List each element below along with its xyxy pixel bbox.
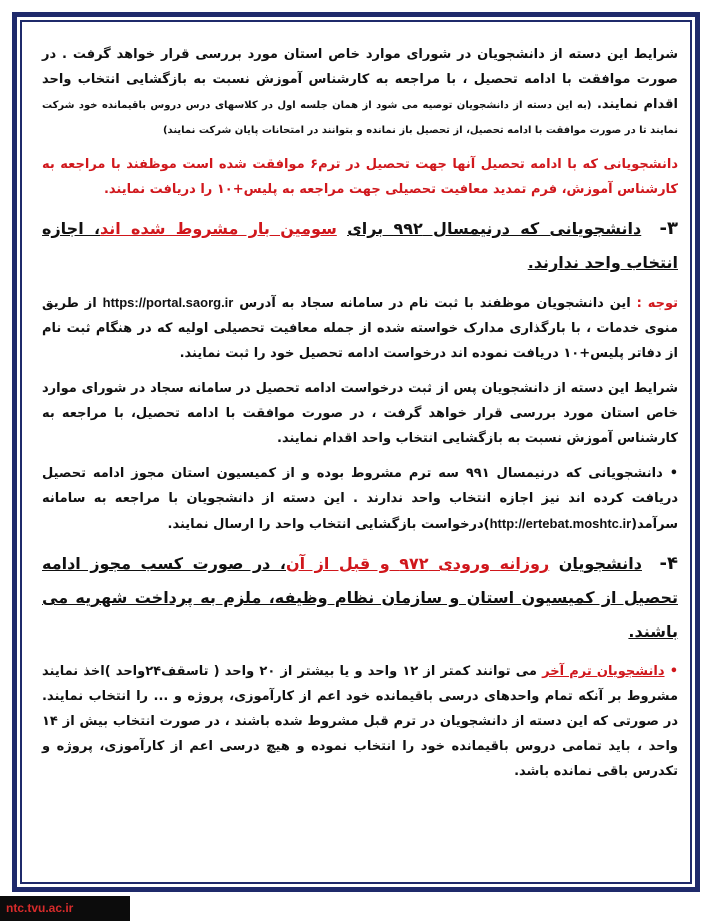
section-text: دانشجویان: [558, 554, 642, 573]
paragraph-text: می توانند کمتر از ۱۲ واحد و یا بیشتر از ۲۰ واحد ( تاسقف۲۴واحد )اخذ نمایند مشروط بر آنکه تمام واحدهای درسی باقیمانده خود اعم از کارآموزی، پروژه و ... را انتخاب نمایند. در صورتی که این دسته از دانشجویان در ترم قبل مشروط شده باشند ، در صورت انتخاب بیش از ۱۴ واحد ، باید تمامی دروس باقیمانده خود را انتخاب نموده و هیچ درسی اعم از کارآموزی، پروژه و تکدرس باقی نمانده باشد.: [42, 664, 678, 779]
portal-link[interactable]: https://portal.saorg.ir: [102, 295, 234, 310]
section-number: ۳-: [659, 218, 678, 239]
notice-text-continued: از طریق منوی خدمات ، با بارگذاری مدارک خواسته شده از جمله معافیت تحصیلی اولیه که در هنگام ثبت نام از دفاتر پلیس+۱۰ دریافت نموده اند درخواست ادامه تحصیل خود را ثبت نمایند.: [42, 296, 678, 361]
ertebat-link[interactable]: http://ertebat.moshtc.ir: [489, 516, 632, 531]
probation-991-paragraph: [42, 461, 678, 537]
sajad-conditions-paragraph: شرایط این دسته از دانشجویان پس از ثبت درخواست ادامه تحصیل در سامانه سجاد در شورای موارد خاص استان مورد بررسی قرار خواهد گرفت ، در صورت موافقت با ادامه تحصیل، با مراجعه به کارشناس آموزش نسبت به بازگشایی انتخاب واحد اقدام نمایند.: [42, 381, 678, 446]
notice-paragraph: [42, 290, 678, 366]
site-watermark: ntc.tvu.ac.ir: [0, 896, 130, 921]
bullet-icon: •: [669, 664, 679, 679]
final-term-label: دانشجویان ترم آخر: [542, 664, 665, 679]
section-text-end: ، در صورت کسب مجوز ادامه تحصیل از کمیسیون استان و سازمان نظام وظیفه، ملزم به پرداخت شهریه می باشند.: [42, 554, 678, 641]
document-body: [42, 42, 678, 878]
paragraph-small-note: (به این دسته از دانشجویان توصیه می شود از همان جلسه اول در کلاسهای درس دروس باقیمانده خود شرکت نمایند تا در صورت موافقت با ادامه تحصیل، از تحصیل باز نمانده و بتوانند در امتحانات پایان شرکت نمایند): [42, 100, 678, 136]
section-text-end: ، اجازه انتخاب واحد ندارند.: [42, 219, 678, 272]
red-notice-paragraph: دانشجویانی که با ادامه تحصیل آنها جهت تحصیل در ترم۶ موافقت شده است موظفند با مراجعه به کارشناس آموزش، فرم تمدید معافیت تحصیلی جهت مراجعه به پلیس+۱۰ را دریافت نمایند.: [42, 157, 678, 197]
paragraph-special-cases: [42, 42, 678, 142]
section-4-heading: [42, 547, 678, 649]
section-number: ۴-: [659, 553, 678, 574]
paragraph-text: دانشجویانی که درنیمسال ۹۹۱ سه ترم مشروط بوده و از کمیسیون استان مجوز ادامه تحصیل دریافت کرده اند نیز اجازه انتخاب واحد ندارند . این دسته از دانشجویان با مراجعه به سامانه سرآمد(: [42, 466, 678, 532]
bullet-icon: •: [669, 466, 679, 481]
section-highlight: سومین بار مشروط شده اند: [100, 219, 337, 238]
section-text: دانشجویانی که درنیمسال ۹۹۲ برای: [347, 219, 642, 238]
paragraph-text-end: )درخواست بازگشایی انتخاب واحد را ارسال نمایند.: [167, 517, 490, 532]
paragraph-text: شرایط این دسته از دانشجویان در شورای موارد خاص استان مورد بررسی قرار خواهد گرفت . در صورت موافقت با ادامه تحصیل ، با مراجعه به کارشناس آموزش نسبت به بازگشایی انتخاب واحد اقدام نمایند.: [42, 47, 678, 112]
notice-label: توجه :: [636, 296, 678, 311]
final-term-paragraph: [42, 659, 678, 784]
section-highlight: روزانه ورودی ۹۷۲ و قبل از آن: [286, 554, 550, 573]
section-3-heading: [42, 212, 678, 280]
notice-text: این دانشجویان موظفند با ثبت نام در سامانه سجاد به آدرس: [239, 296, 631, 311]
